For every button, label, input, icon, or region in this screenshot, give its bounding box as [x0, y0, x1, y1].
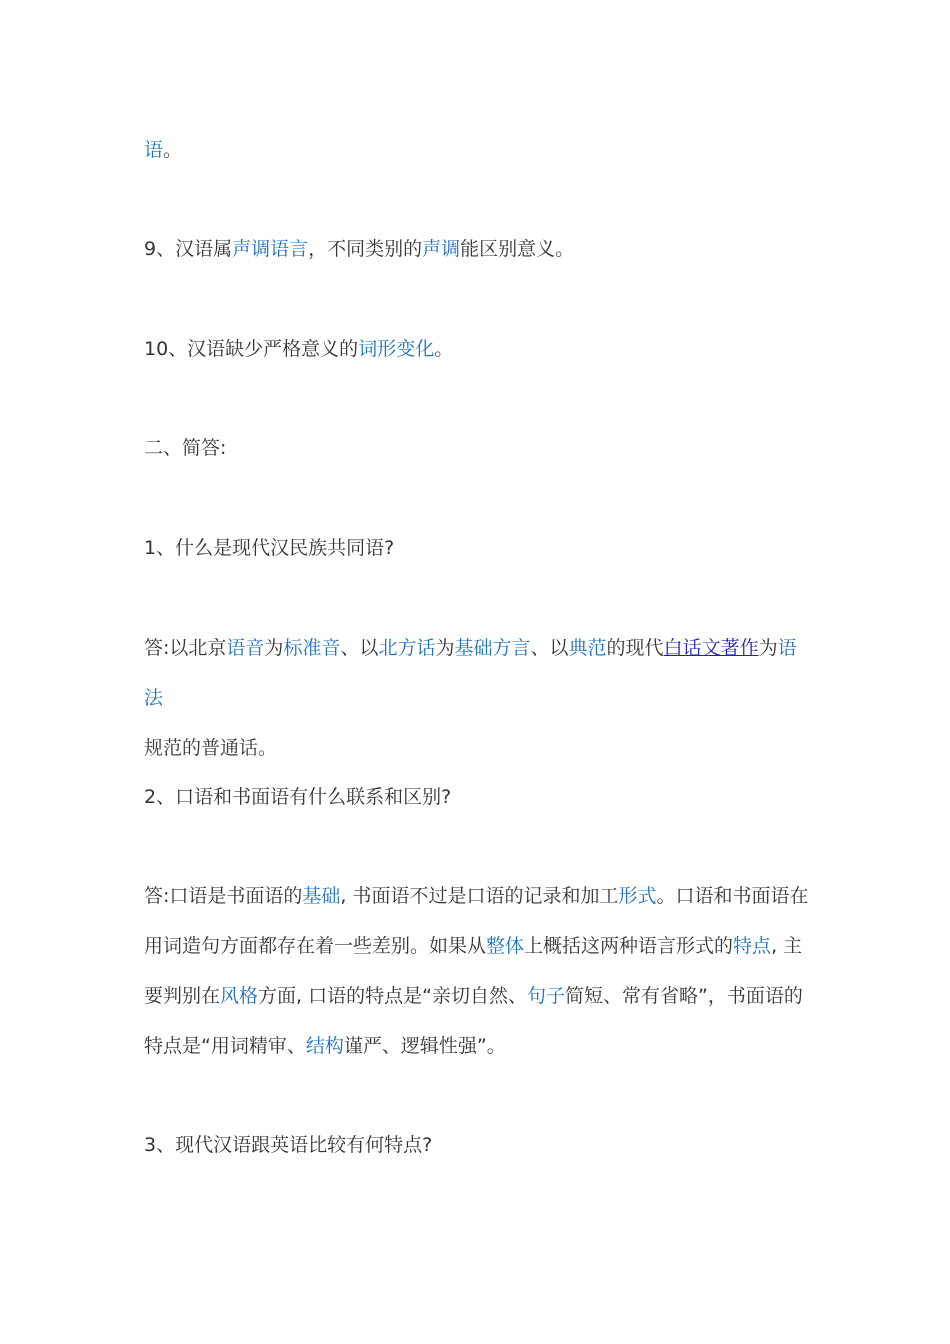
paragraph-fill-8-end: 语。	[144, 139, 183, 161]
keyword-northern-dialect[interactable]: 北方话	[378, 637, 436, 659]
keyword-grammar[interactable]: 语法	[144, 637, 797, 709]
answer-2: 答:口语是书面语的基础, 书面语不过是口语的记录和加工形式。口语和书面语在用词造句方面都存在着一些差别。如果从整体上概括这两种语言形式的特点, 主要判别在风格方面, 口语的特点是“亲切自然、句子简短、常有省略”，书面语的特点是“用词精审、结构谨严、逻辑性强”。	[144, 885, 809, 1057]
section-heading-short-answer: 二、简答:	[144, 437, 227, 459]
keyword-foundation[interactable]: 基础	[302, 885, 341, 907]
paragraph-fill-9: 9、汉语属声调语言，不同类别的声调能区别意义。	[144, 238, 575, 260]
keyword-whole[interactable]: 整体	[486, 935, 525, 957]
question-1: 1、什么是现代汉民族共同语?	[144, 537, 395, 559]
question-2: 2、口语和书面语有什么联系和区别?	[144, 786, 452, 808]
keyword-morphology[interactable]: 词形变化	[358, 338, 435, 360]
keyword-exemplary[interactable]: 典范	[568, 637, 607, 659]
keyword-standard-pronunciation[interactable]: 标准音	[283, 637, 341, 659]
keyword-base-dialect[interactable]: 基础方言	[454, 637, 531, 659]
answer-1: 答:以北京语音为标准音、以北方话为基础方言、以典范的现代白话文著作为语法 规范的普通话。	[144, 637, 797, 759]
keyword-structure[interactable]: 结构	[305, 1035, 344, 1057]
keyword-sentence[interactable]: 句子	[526, 985, 565, 1007]
link-vernacular-works[interactable]: 白话文著作	[663, 637, 759, 659]
keyword-yu[interactable]: 语	[144, 139, 164, 161]
keyword-phonetics[interactable]: 语音	[226, 637, 265, 659]
paragraph-fill-10: 10、汉语缺少严格意义的词形变化。	[144, 338, 454, 360]
keyword-style[interactable]: 风格	[220, 985, 259, 1007]
question-3: 3、现代汉语跟英语比较有何特点?	[144, 1134, 433, 1156]
keyword-tone-language[interactable]: 声调语言	[232, 238, 309, 260]
keyword-characteristics[interactable]: 特点	[733, 935, 772, 957]
keyword-tone[interactable]: 声调	[422, 238, 461, 260]
keyword-form[interactable]: 形式	[618, 885, 657, 907]
